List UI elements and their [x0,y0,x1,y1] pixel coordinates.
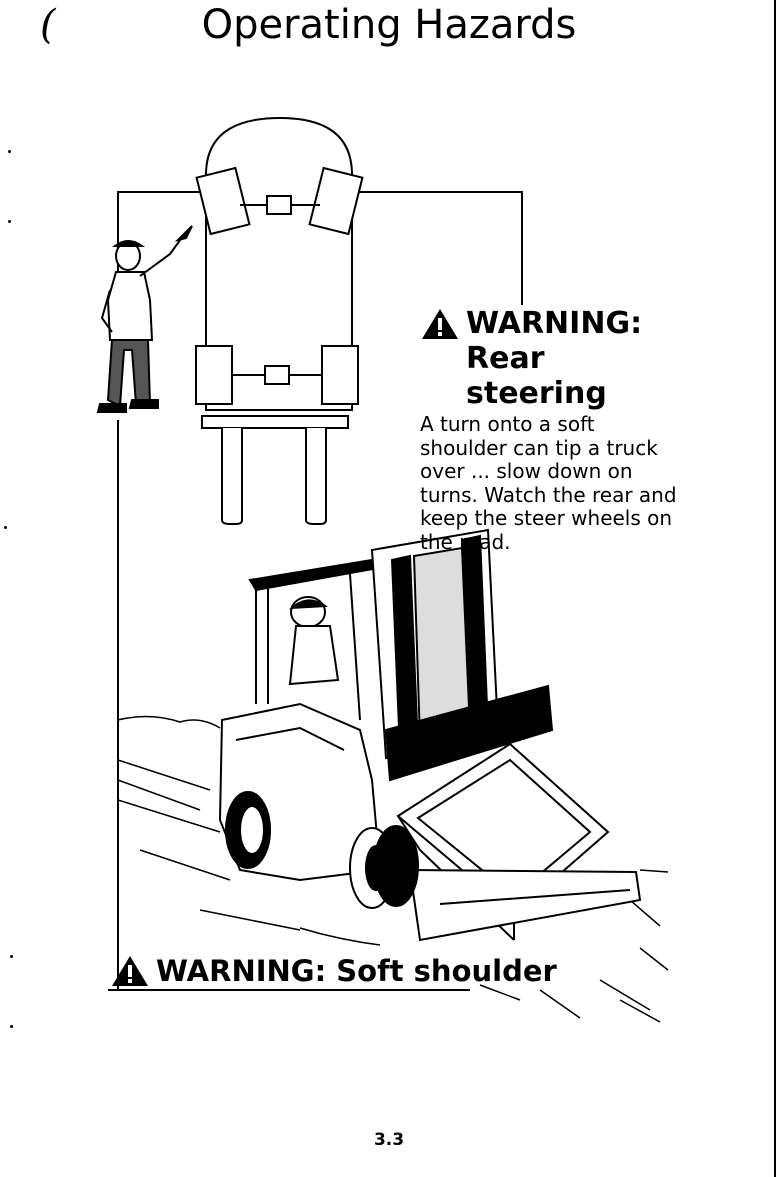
pointing-worker-figure [98,226,192,412]
warning-triangle-icon [420,307,460,341]
soft-shoulder-warning-text: WARNING: Soft shoulder [156,954,557,988]
warning-triangle-icon [110,954,150,988]
rear-warning-heading: WARNING: [466,306,643,341]
top-view-truck-diagram [196,118,362,524]
rear-warning-line: shoulder can tip a truck [420,435,658,460]
rear-warning-subheading: Rear steering [466,341,607,411]
soft-shoulder-warning [110,954,557,988]
margin-parenthesis: ( [40,2,56,48]
rear-warning-line: the road. [420,529,511,554]
rear-warning-line: A turn onto a soft [420,412,595,436]
forklift-scene [118,530,668,1022]
page-title: Operating Hazards [201,2,577,48]
rear-warning-line: keep the steer wheels on [420,506,673,530]
page-number: 3.3 [373,1130,405,1150]
rear-steering-warning [420,306,680,554]
rear-warning-line: over ... slow down on [420,459,633,483]
rear-warning-body [420,413,680,554]
rear-warning-line: turns. Watch the rear and [420,482,677,507]
